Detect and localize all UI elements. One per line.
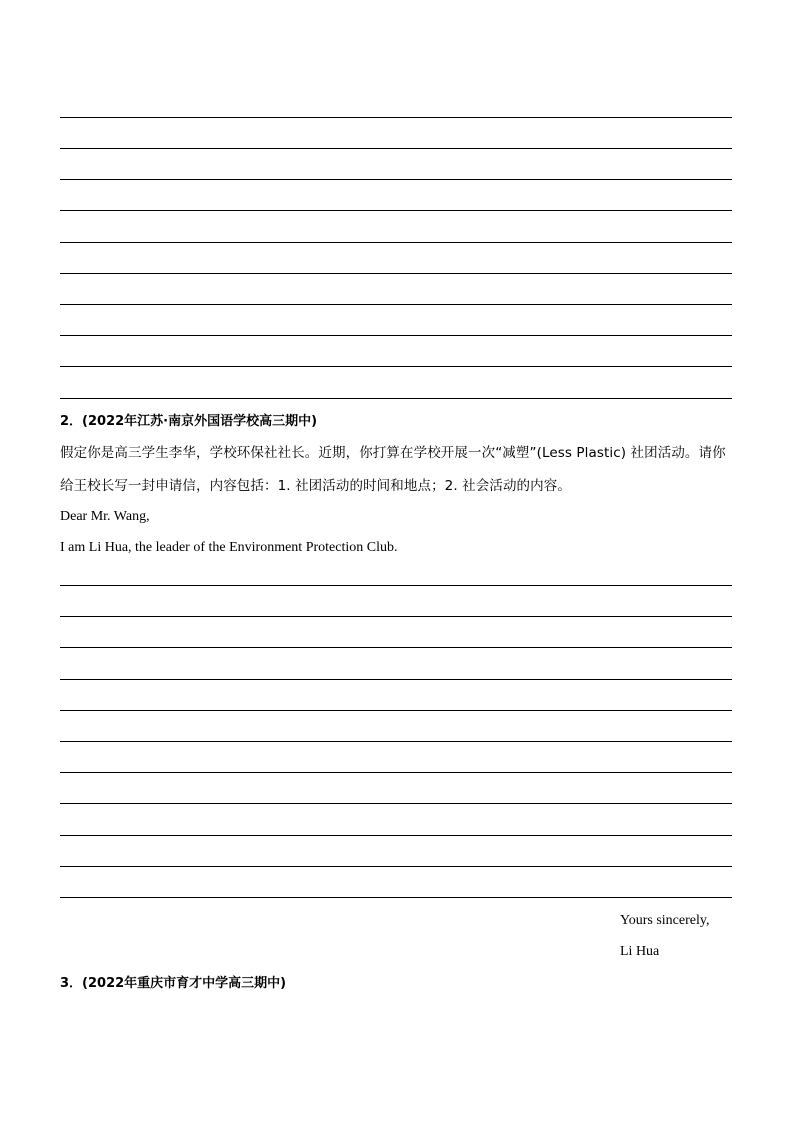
writing-line [60,398,732,399]
question-2-prompt-line-1: 假定你是高三学生李华，学校环保社社长。近期，你打算在学校开展一次“减塑”(Less Plastic) 社团活动。请你 [60,445,726,461]
writing-line [60,304,732,305]
writing-line [60,585,732,586]
writing-line [60,679,732,680]
writing-line [60,772,732,773]
writing-line [60,803,732,804]
letter-salutation: Dear Mr. Wang, [60,509,150,524]
question-2-prompt-line-2: 给王校长写一封申请信，内容包括：1. 社团活动的时间和地点；2. 社会活动的内容。 [60,478,571,494]
letter-closing: Yours sincerely, [620,913,710,928]
question-3-heading: 3．(2022年重庆市育才中学高三期中) [60,976,287,991]
writing-line [60,366,732,367]
letter-signature: Li Hua [620,944,660,959]
writing-line [60,117,732,118]
question-2-heading: 2．(2022年江苏·南京外国语学校高三期中) [60,414,318,429]
letter-opening-sentence: I am Li Hua, the leader of the Environment Protection Club. [60,540,398,555]
writing-line [60,179,732,180]
writing-line [60,273,732,274]
writing-line [60,242,732,243]
writing-line [60,741,732,742]
writing-line [60,866,732,867]
writing-line [60,647,732,648]
writing-line [60,210,732,211]
writing-line [60,148,732,149]
writing-line [60,835,732,836]
writing-line [60,897,732,898]
writing-line [60,710,732,711]
writing-line [60,335,732,336]
writing-line [60,616,732,617]
